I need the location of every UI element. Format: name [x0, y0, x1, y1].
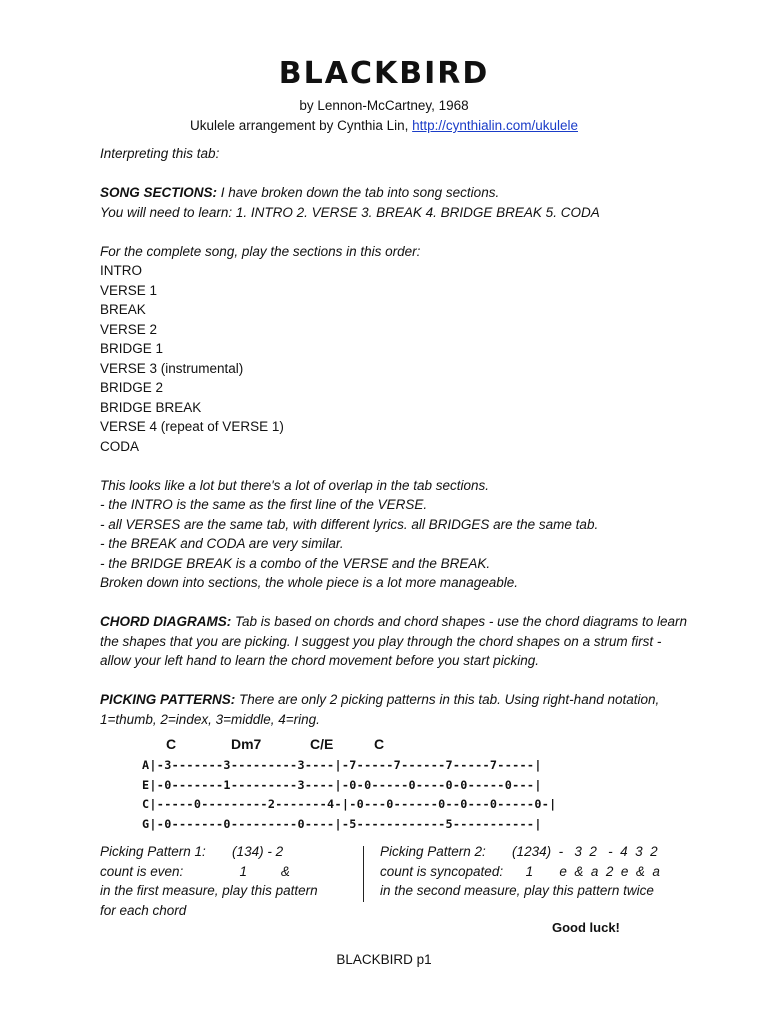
song-sections-heading: SONG SECTIONS:: [100, 185, 218, 200]
overlap-line: - the INTRO is the same as the first line of the VERSE.: [100, 497, 428, 512]
order-heading: For the complete song, play the sections in this order:: [100, 243, 421, 259]
chord-name: Dm7: [231, 736, 262, 752]
pattern1-line: Picking Pattern 1: (134) - 2: [100, 844, 284, 859]
chord-diagrams-heading: CHORD DIAGRAMS:: [100, 614, 232, 629]
chord-diagrams-line2: the shapes that you are picking. I suggest you play through the chord shapes on a strum first -: [100, 633, 662, 649]
picking-patterns-heading: PICKING PATTERNS:: [100, 692, 236, 707]
overlap-line: - the BREAK and CODA are very similar.: [100, 536, 344, 551]
pattern1-line: in the first measure, play this pattern: [100, 883, 318, 898]
order-item: BRIDGE 2: [100, 380, 164, 395]
order-item: BREAK: [100, 302, 146, 317]
tab-string-line: C|-----0---------2-------4-|-0---0------0--0---0-----0-|: [142, 797, 557, 811]
chord-name: C: [374, 736, 385, 752]
order-item: CODA: [100, 438, 140, 454]
column-divider: [363, 846, 364, 902]
overlap-line: This looks like a lot but there's a lot of overlap in the tab sections.: [100, 477, 490, 493]
pattern1-line: for each chord: [100, 902, 187, 918]
tab-string-line: G|-0-------0---------0----|-5------------5-----------|: [142, 816, 542, 831]
overlap-line: Broken down into sections, the whole piece is a lot more manageable.: [100, 575, 518, 590]
song-sections-line: SONG SECTIONS: I have broken down the tab into song sections.: [100, 185, 500, 200]
order-item: INTRO: [100, 263, 142, 278]
arrangement-link[interactable]: http://cynthialin.com/ukulele: [412, 118, 578, 133]
picking-patterns-line2: 1=thumb, 2=index, 3=middle, 4=ring.: [100, 711, 320, 727]
overlap-line: - the BRIDGE BREAK is a combo of the VERSE and the BREAK.: [100, 555, 491, 571]
order-item: VERSE 2: [100, 321, 158, 337]
byline: by Lennon-McCartney, 1968: [299, 98, 469, 113]
pattern2-line: in the second measure, play this pattern twice: [380, 883, 654, 898]
pattern2-line: Picking Pattern 2: (1234) - 3 2 - 4 3 2: [380, 844, 658, 859]
instructions: [100, 144, 720, 729]
chord-name: C: [166, 736, 177, 752]
chord-name: C/E: [310, 736, 334, 752]
tab-string-line: E|-0-------1---------3----|-0-0-----0----0-0-----0---|: [142, 777, 542, 792]
intro-line: Interpreting this tab:: [100, 146, 220, 161]
ukulele-tab: [142, 756, 557, 834]
tab-chord-names: [0, 736, 768, 756]
order-item: VERSE 3 (instrumental): [100, 360, 244, 376]
song-title: BLACKBIRD: [278, 56, 490, 91]
order-item: BRIDGE 1: [100, 341, 164, 356]
pattern1-line: count is even: 1 &: [100, 863, 290, 879]
overlap-line: - all VERSES are the same tab, with different lyrics. all BRIDGES are the same tab.: [100, 516, 599, 532]
pattern2-line: count is syncopated: 1 e & a 2 e & a: [380, 863, 660, 879]
arrangement-prefix: Ukulele arrangement by Cynthia Lin,: [190, 118, 413, 133]
order-item: BRIDGE BREAK: [100, 399, 202, 415]
chord-diagrams-line3: allow your left hand to learn the chord movement before you start picking.: [100, 653, 539, 668]
song-sections-line2: You will need to learn: 1. INTRO 2. VERSE 3. BREAK 4. BRIDGE BREAK 5. CODA: [100, 204, 600, 220]
picking-pattern-1: [100, 842, 360, 920]
picking-patterns-line: PICKING PATTERNS: There are only 2 picking patterns in this tab. Using right-hand notation,: [100, 692, 660, 707]
picking-pattern-2: [380, 842, 700, 901]
chord-diagrams-line: CHORD DIAGRAMS: Tab is based on chords and chord shapes - use the chord diagrams to learn: [100, 614, 688, 629]
good-luck-text: Good luck!: [552, 920, 620, 935]
page-footer: BLACKBIRD p1: [336, 952, 432, 967]
order-item: VERSE 4 (repeat of VERSE 1): [100, 419, 284, 434]
order-item: VERSE 1: [100, 282, 158, 298]
tab-string-line: A|-3-------3---------3----|-7-----7------7-----7-----|: [142, 758, 542, 772]
arrangement-credit: [0, 118, 768, 133]
